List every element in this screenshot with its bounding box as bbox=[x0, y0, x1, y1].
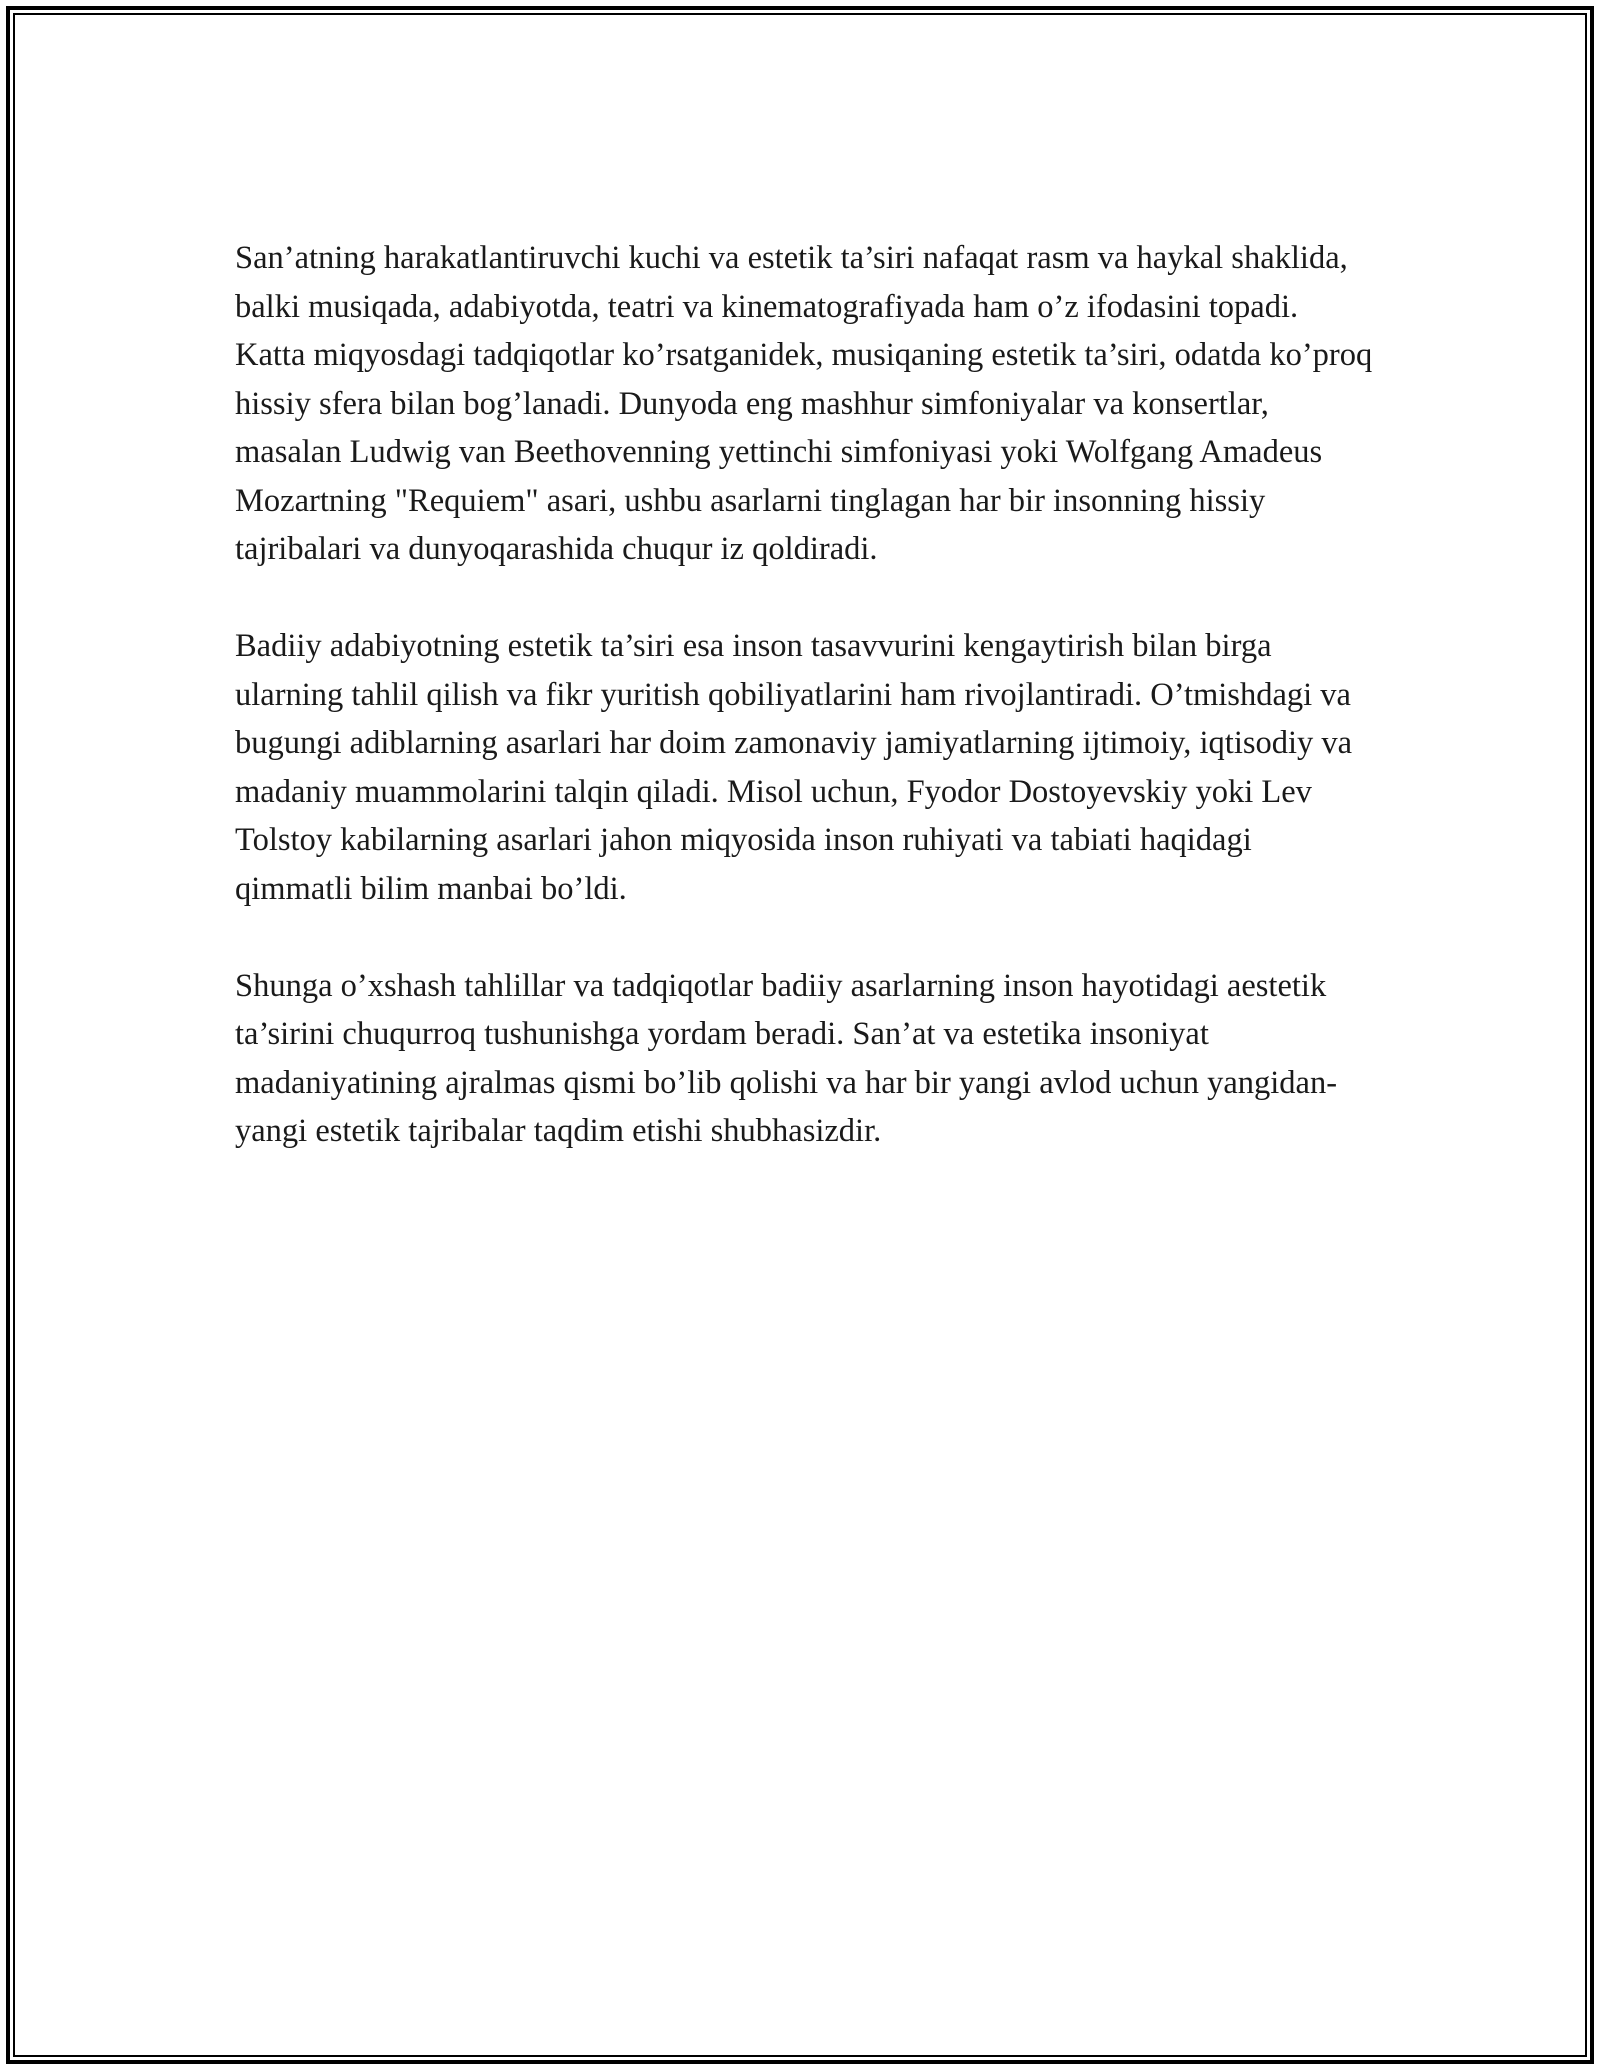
paragraph-2: Badiiy adabiyotning estetik ta’siri esa inson tasavvurini kengaytirish bilan birga ularning tahlil qilish va fikr yuritish qobiliyatlarini ham rivojlantiradi. O’tmishdagi va bugungi adiblarning asarlari har doim zamonaviy jamiyatlarning ijtimoiy, iqtisodiy va madaniy muammolarini talqin qiladi. Misol uchun, Fyodor Dostoyevskiy yoki Lev Tolstoy kabilarning asarlari jahon miqyosida inson ruhiyati va tabiati haqidagi qimmatli bilim manbai bo’ldi. bbox=[235, 628, 1353, 907]
paragraph-1: San’atning harakatlantiruvchi kuchi va estetik ta’siri nafaqat rasm va haykal shaklida, balki musiqada, adabiyotda, teatri va kinematografiyada ham o’z ifodasini topadi. Katta miqyosdagi tadqiqotlar ko’rsatganidek, musiqaning estetik ta’siri, odatda ko’proq hissiy sfera bilan bog’lanadi. Dunyoda eng mashhur simfoniyalar va konsertlar, masalan Ludwig van Beethovenning yettinchi simfoniyasi yoki Wolfgang Amadeus Mozartning "Requiem" asari, ushbu asarlarni tinglagan har bir insonning hissiy tajribalari va dunyoqarashida chuqur iz qoldiradi. bbox=[235, 240, 1373, 567]
paragraph-3: Shunga o’xshash tahlillar va tadqiqotlar badiiy asarlarning inson hayotidagi aestetik ta’sirini chuqurroq tushunishga yordam beradi. San’at va estetika insoniyat madaniyatining ajralmas qismi bo’lib qolishi va har bir yangi avlod uchun yangidan-yangi estetik tajribalar taqdim etishi shubhasizdir. bbox=[235, 967, 1338, 1149]
document-body bbox=[235, 234, 1375, 1204]
